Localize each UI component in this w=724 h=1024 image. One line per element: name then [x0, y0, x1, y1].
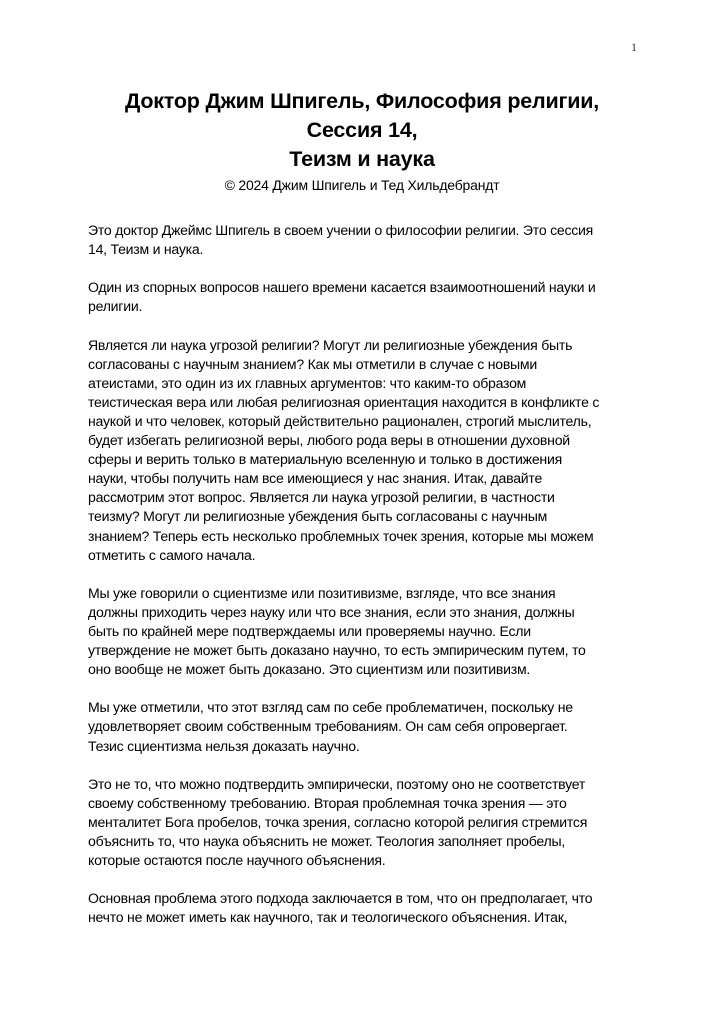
text-line: 14, Теизм и наука.: [88, 241, 204, 258]
document-header: [60, 87, 664, 195]
document-title-line-3: Теизм и наука: [289, 147, 435, 171]
text-line: Один из спорных вопросов нашего времени касается взаимоотношений науки и: [88, 279, 596, 296]
text-line: атеистами, это один из их главных аргументов: что каким-то образом: [88, 374, 527, 391]
text-line: оно вообще не может быть доказано. Это сциентизм или позитивизм.: [88, 661, 531, 678]
page-number: 1: [631, 40, 637, 54]
text-line: Основная проблема этого подхода заключается в том, что он предполагает, что: [88, 890, 593, 907]
paragraph-scientism: [88, 584, 648, 679]
text-line: должны приходить через науку или что все знания, если это знания, должны: [88, 603, 575, 620]
paragraph-topic: [88, 278, 648, 316]
document-title-line-2: Сессия 14,: [306, 118, 418, 142]
text-line: Тезис сциентизма нельзя доказать научно.: [88, 737, 360, 754]
text-line: Это доктор Джеймс Шпигель в своем учении о философии религии. Это сессия: [88, 222, 594, 238]
paragraph-god-of-gaps: [88, 775, 648, 870]
text-line: рассмотрим этот вопрос. Является ли наука угрозой религии, в частности: [88, 489, 555, 506]
text-line: науки, чтобы получить нам все имеющиеся у нас знания. Итак, давайте: [88, 470, 543, 487]
text-line: объяснить то, что наука объяснить не может. Теология заполняет пробелы,: [88, 833, 566, 849]
text-line: теизму? Могут ли религиозные убеждения быть согласованы с научным: [88, 508, 548, 525]
text-line: своему собственному требованию. Вторая проблемная точка зрения — это: [88, 794, 567, 811]
paragraph-question: [88, 336, 648, 565]
text-line: быть по крайней мере подтверждаемы или проверяемы научно. Если: [88, 622, 531, 639]
paragraph-main-problem: [88, 889, 648, 927]
document-body: [88, 221, 648, 947]
text-line: теистическая вера или любая религиозная ориентация находится в конфликте с: [88, 393, 600, 410]
text-line: Это не то, что можно подтвердить эмпирически, поэтому оно не соответствует: [88, 775, 586, 792]
copyright-notice: © 2024 Джим Шпигель и Тед Хильдебрандт: [224, 177, 500, 193]
text-line: Мы уже отметили, что этот взгляд сам по себе проблематичен, поскольку не: [88, 699, 573, 716]
paragraph-self-refuting: [88, 698, 648, 755]
text-line: нечто не может иметь как научного, так и теологического объяснения. Итак,: [88, 909, 568, 926]
text-line: которые остаются после научного объяснения.: [88, 852, 386, 869]
text-line: религии.: [88, 298, 143, 315]
text-line: отметить с самого начала.: [88, 546, 256, 563]
text-line: удовлетворяет своим собственным требованиям. Он сам себя опровергает.: [88, 718, 568, 735]
paragraph-intro: [88, 221, 648, 259]
text-line: Мы уже говорили о сциентизме или позитивизме, взгляде, что все знания: [88, 584, 556, 601]
text-line: Является ли наука угрозой религии? Могут ли религиозные убеждения быть: [88, 336, 573, 353]
text-line: менталитет Бога пробелов, точка зрения, согласно которой религия стремится: [88, 813, 588, 830]
document-title-line-1: Доктор Джим Шпигель, Философия религии,: [124, 89, 600, 113]
text-line: согласованы с научным знанием? Как мы отметили в случае с новыми: [88, 355, 537, 372]
text-line: утверждение не может быть доказано научно, то есть эмпирическим путем, то: [88, 642, 586, 659]
text-line: знанием? Теперь есть несколько проблемных точек зрения, которые мы можем: [88, 527, 594, 544]
text-line: сферы и верить только в материальную вселенную и только в достижения: [88, 451, 562, 468]
text-line: будет избегать религиозной веры, любого рода веры в отношении духовной: [88, 432, 570, 449]
text-line: наукой и что человек, который действительно рационален, строгий мыслитель,: [88, 412, 592, 429]
